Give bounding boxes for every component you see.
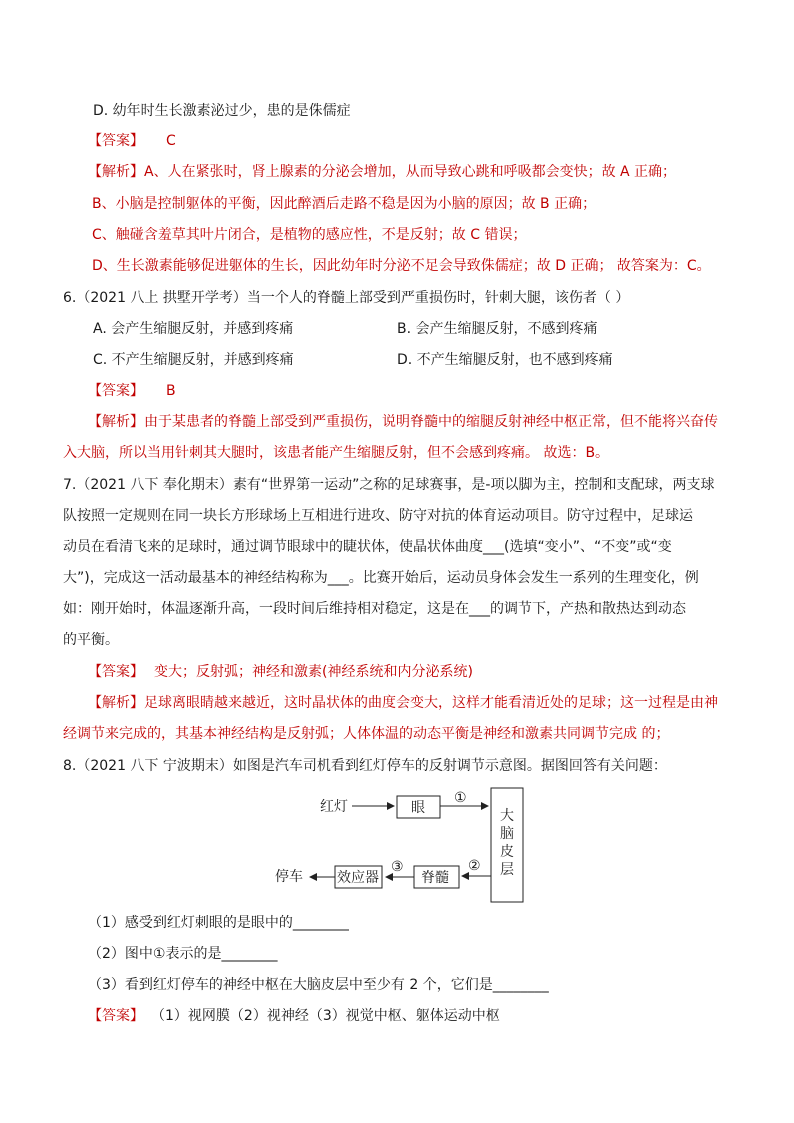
answer-tag: 【答案】 <box>88 1008 144 1024</box>
q6-option-b: B. 会产生缩腿反射，不感到疼痛 <box>397 321 598 337</box>
analysis-line: D、生长激素能够促进躯体的生长，因此幼年时分泌不足会导致侏儒症；故 D 正确； 故答案为：C。 <box>92 258 711 274</box>
analysis-tag: 【解析】 <box>88 414 144 430</box>
question-8-stem: 8.（2021 八下 宁波期末）如图是汽车司机看到红灯停车的反射调节示意图。据图回答有关问题： <box>63 758 667 774</box>
cortex-char: 层 <box>500 862 514 878</box>
cortex-char: 皮 <box>500 844 514 860</box>
analysis-tag: 【解析】 <box>88 164 144 180</box>
effector-label: 效应器 <box>337 870 379 886</box>
question-7-stem: 如：刚开始时，体温逐渐升高，一段时间后维持相对稳定，这是在___的调节下，产热和散热达到动态 <box>63 601 686 617</box>
stop-label-outer: 停车 <box>275 869 303 885</box>
q7-analysis-line <box>88 693 718 713</box>
option-d: D. 幼年时生长激素泌过少，患的是侏儒症 <box>93 103 351 119</box>
eye-label: 眼 <box>411 800 425 816</box>
q6-option-a: A. 会产生缩腿反射，并感到疼痛 <box>93 321 294 337</box>
marker-2: ② <box>468 858 481 874</box>
q8-answer-row <box>88 1006 500 1026</box>
question-6-stem: 6.（2021 八上 拱墅开学考）当一个人的脊髓上部受到严重损伤时，针刺大腿，该伤者（ ） <box>63 290 630 306</box>
cortex-char: 脑 <box>500 826 514 842</box>
spinal-label: 脊髓 <box>421 870 449 886</box>
cortex-char: 大 <box>500 808 514 824</box>
q8-sub-question: （3）看到红灯停车的神经中枢在大脑皮层中至少有 2 个，它们是________ <box>88 977 549 993</box>
answer-tag: 【答案】 <box>88 664 144 680</box>
answer-row <box>88 131 176 151</box>
question-7-stem: 的平衡。 <box>63 632 119 648</box>
q6-analysis-line <box>88 412 718 432</box>
answer-value: （1）视网膜（2）视神经（3）视觉中枢、躯体运动中枢 <box>158 1008 500 1024</box>
analysis-text: A、人在紧张时，肾上腺素的分泌会增加，从而导致心跳和呼吸都会变快；故 A 正确； <box>144 164 677 180</box>
question-7-stem: 动员在看清飞来的足球时，通过调节眼球中的睫状体，使晶状体曲度___(选填“变小”、“不变”或“变 <box>63 539 672 555</box>
q7-analysis-line: 经调节来完成的，其基本神经结构是反射弧；人体体温的动态平衡是神经和激素共同调节完成 的； <box>63 726 670 742</box>
question-7-stem: 队按照一定规则在同一块长方形球场上互相进行进攻、防守对抗的体育运动项目。防守过程中，足球运 <box>63 508 693 524</box>
q8-sub-question: （2）图中①表示的是________ <box>88 946 278 962</box>
marker-3: ③ <box>391 859 404 875</box>
q6-answer-row <box>88 381 176 401</box>
analysis-line <box>88 162 676 182</box>
q6-option-c: C. 不产生缩腿反射，并感到疼痛 <box>93 352 294 368</box>
analysis-tag: 【解析】 <box>88 695 144 711</box>
answer-tag: 【答案】 <box>88 383 144 399</box>
answer-tag: 【答案】 <box>88 133 144 149</box>
reflex-diagram <box>300 786 540 906</box>
red-light-label: 红灯 <box>320 799 348 815</box>
analysis-text: 由于某患者的脊髓上部受到严重损伤，说明脊髓中的缩腿反射神经中枢正常，但不能将兴奋传 <box>144 414 718 430</box>
answer-value: 变大；反射弧；神经和激素(神经系统和内分泌系统) <box>154 664 473 680</box>
q6-option-d: D. 不产生缩腿反射，也不感到疼痛 <box>397 352 613 368</box>
q7-answer-row <box>88 662 473 682</box>
analysis-text: 足球离眼睛越来越近，这时晶状体的曲度会变大，这样才能看清近处的足球；这一过程是由神 <box>144 695 718 711</box>
q8-sub-question: （1）感受到红灯刺眼的是眼中的________ <box>88 915 349 931</box>
q6-analysis-line: 入大脑，所以当用针刺其大腿时，该患者能产生缩腿反射，但不会感到疼痛。 故选：B。 <box>63 445 610 461</box>
answer-value: B <box>166 383 176 399</box>
analysis-line: C、触碰含羞草其叶片闭合，是植物的感应性，不是反射；故 C 错误； <box>92 227 527 243</box>
marker-1: ① <box>454 790 467 806</box>
question-7-stem: 7.（2021 八下 奉化期末）素有“世界第一运动”之称的足球赛事，是-项以脚为主，控制和支配球，两支球 <box>63 477 715 493</box>
answer-value: C <box>166 133 176 149</box>
analysis-line: B、小脑是控制躯体的平衡，因此醉酒后走路不稳是因为小脑的原因；故 B 正确； <box>92 196 597 212</box>
question-7-stem: 大”)，完成这一活动最基本的神经结构称为___。比赛开始后，运动员身体会发生一系列的生理变化，例 <box>63 570 699 586</box>
